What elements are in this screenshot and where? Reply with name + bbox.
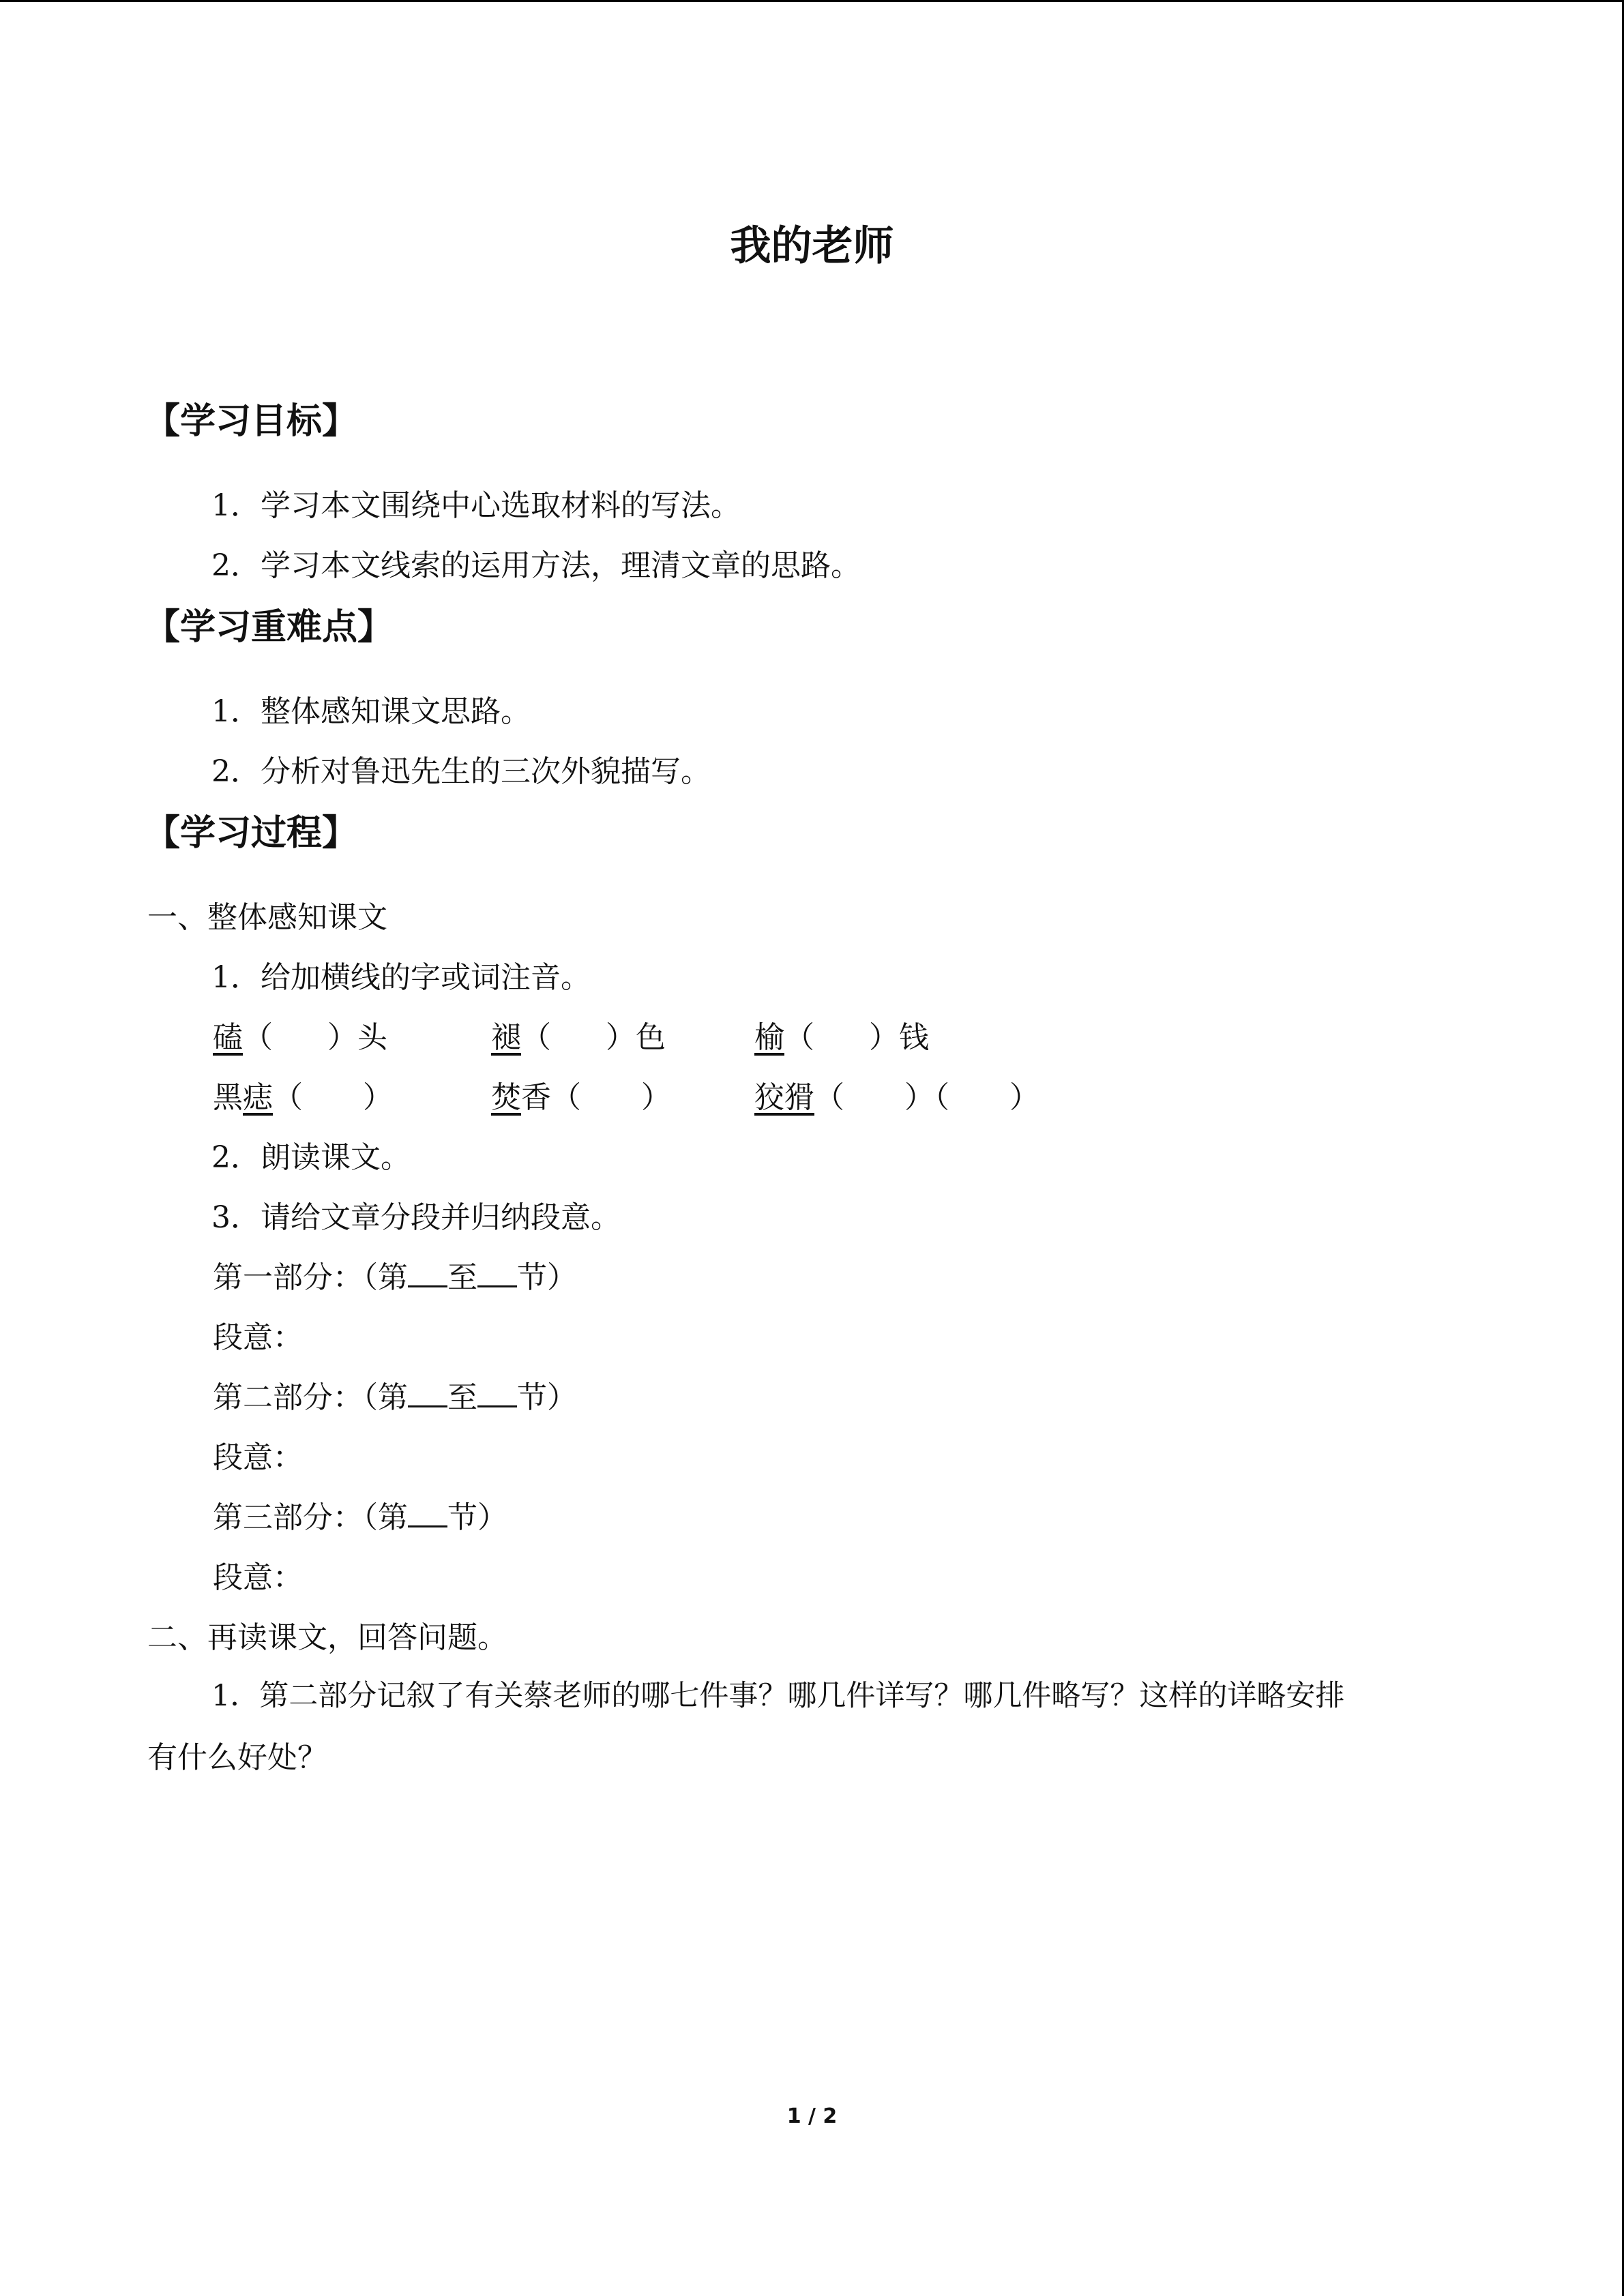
goal-item-1: 1．学习本文围绕中心选取材料的写法。 (211, 488, 741, 523)
part-line-1: 第一部分：（第 至 节） (213, 1253, 577, 1296)
answer-blank[interactable] (477, 1378, 517, 1407)
answer-blank[interactable] (408, 1258, 447, 1287)
key-point-item-2: 2．分析对鲁迅先生的三次外貌描写。 (211, 754, 711, 789)
pinyin-item-5: 焚香（ ） (491, 1080, 671, 1115)
pinyin-item-6: 狡猾（ ）（ ） (754, 1080, 1039, 1115)
section-heading-goals: 【学习目标】 (145, 400, 358, 442)
goal-item-2: 2．学习本文线索的运用方法，理清文章的思路。 (211, 548, 861, 583)
part2-title: 二、再读课文，回答问题。 (147, 1620, 507, 1655)
pinyin-word: 痣 (243, 1080, 273, 1115)
pinyin-word: 焚 (491, 1080, 521, 1115)
question-2-1-line-1: 1．第二部分记叙了有关蔡老师的哪七件事？哪几件详写？哪几件略写？这样的详略安排 (211, 1679, 1345, 1713)
question-3: 3．请给文章分段并归纳段意。 (211, 1200, 621, 1235)
part-meaning-1: 段意： (213, 1320, 303, 1355)
part-line-3: 第三部分：（第 节） (213, 1493, 507, 1536)
pinyin-word: 榆 (754, 1020, 784, 1055)
part-meaning-3: 段意： (213, 1560, 303, 1595)
answer-blank[interactable] (408, 1498, 447, 1527)
answer-blank[interactable] (477, 1258, 517, 1287)
pinyin-item-3: 榆（ ）钱 (754, 1020, 929, 1055)
question-2-1-line-2: 有什么好处？ (147, 1740, 327, 1775)
pinyin-item-4: 黑痣（ ） (213, 1080, 393, 1115)
key-point-item-1: 1．整体感知课文思路。 (211, 694, 531, 729)
page-title: 我的老师 (730, 222, 894, 270)
pinyin-word: 狡猾 (754, 1080, 814, 1115)
part-meaning-2: 段意： (213, 1440, 303, 1475)
answer-blank[interactable] (408, 1378, 447, 1407)
part1-title: 一、整体感知课文 (147, 900, 387, 935)
pinyin-item-1: 磕（ ）头 (213, 1020, 387, 1055)
section-heading-key-points: 【学习重难点】 (145, 606, 394, 648)
question-1: 1．给加横线的字或词注音。 (211, 960, 591, 995)
part-line-2: 第二部分：（第 至 节） (213, 1373, 577, 1416)
question-2: 2．朗读课文。 (211, 1140, 411, 1175)
pinyin-word: 褪 (491, 1020, 521, 1055)
pinyin-word: 磕 (213, 1020, 243, 1055)
page-number: 1 / 2 (786, 2104, 838, 2128)
pinyin-item-2: 褪（ ）色 (491, 1020, 666, 1055)
section-heading-process: 【学习过程】 (145, 812, 358, 854)
